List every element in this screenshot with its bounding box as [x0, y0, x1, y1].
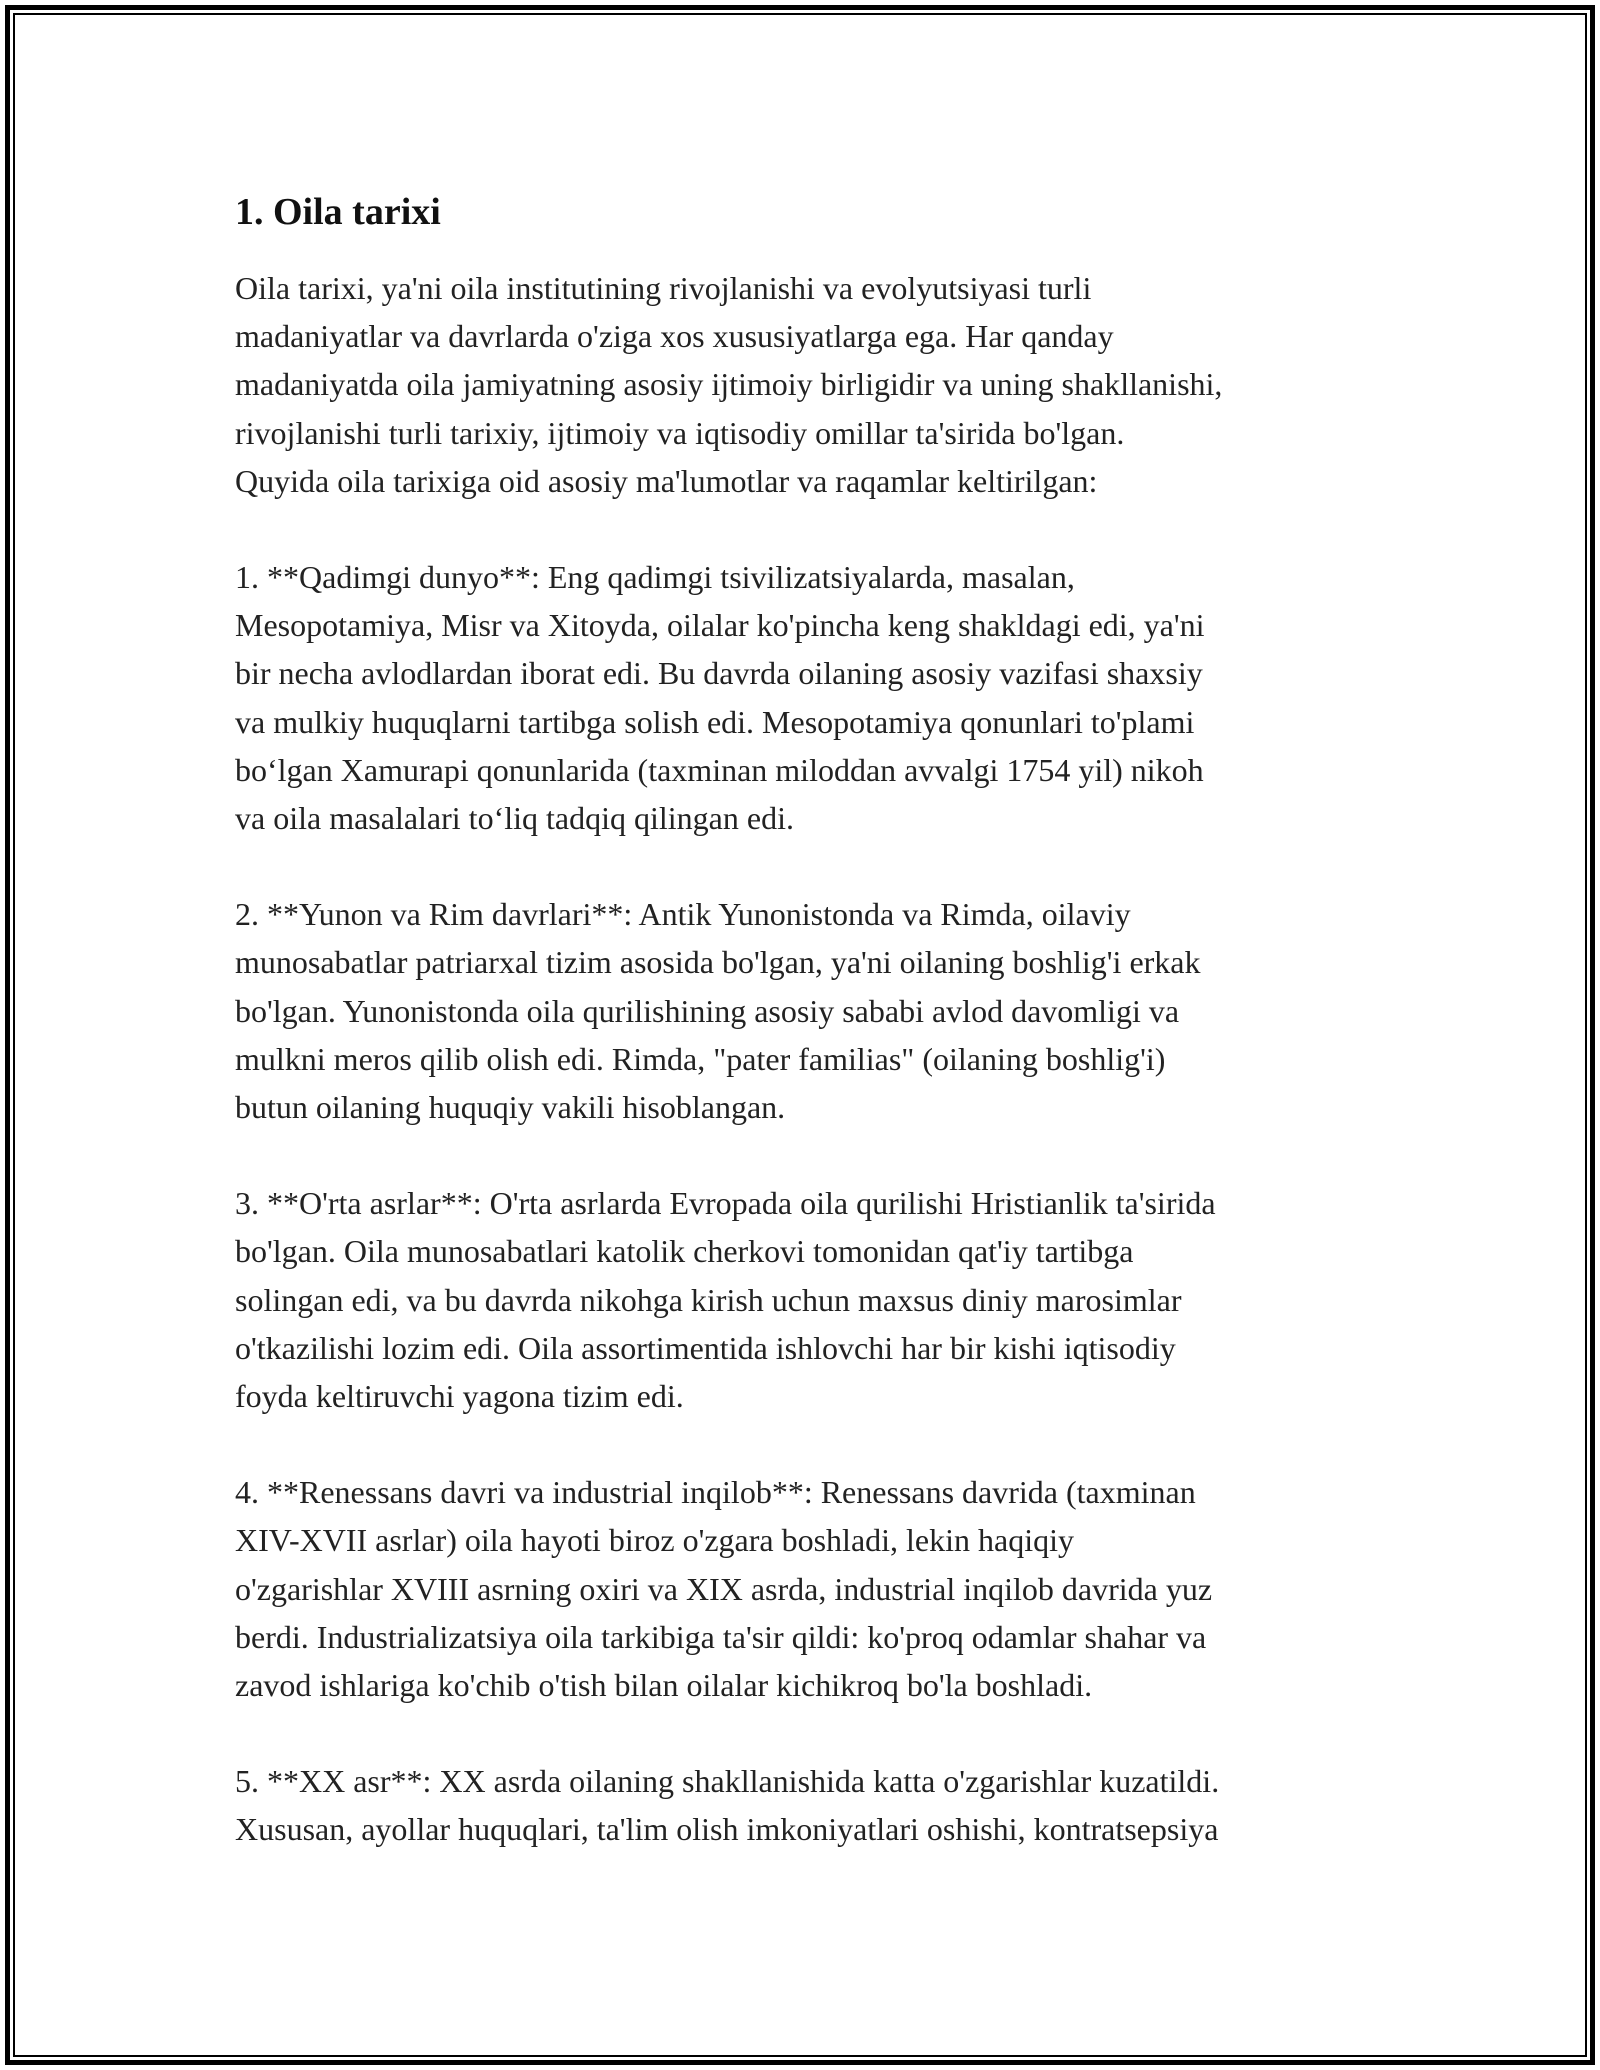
text-line: rivojlanishi turli tarixiy, ijtimoiy va iqtisodiy omillar ta'sirida bo'lgan. — [235, 414, 1125, 451]
text-line: o'zgarishlar XVIII asrning oxiri va XIX asrda, industrial inqilob davrida yuz — [235, 1570, 1213, 1607]
page-title: 1. Oila tarixi — [235, 191, 441, 233]
text-line: 3. **O'rta asrlar**: O'rta asrlarda Evropada oila qurilishi Hristianlik ta'sirida — [235, 1185, 1216, 1222]
text-line: zavod ishlariga ko'chib o'tish bilan oilalar kichikroq bo'la boshladi. — [235, 1667, 1093, 1704]
text-line: berdi. Industrializatsiya oila tarkibiga ta'sir qildi: ko'proq odamlar shahar va — [235, 1618, 1207, 1655]
text-line: solingan edi, va bu davrda nikohga kirish uchun maxsus diniy marosimlar — [235, 1281, 1182, 1318]
paragraph-intro — [235, 264, 1375, 505]
text-line: XIV-XVII asrlar) oila hayoti biroz o'zgara boshladi, lekin haqiqiy — [235, 1522, 1074, 1559]
text-line: foyda keltiruvchi yagona tizim edi. — [235, 1378, 684, 1415]
document-body — [235, 188, 1375, 1902]
text-line: bir necha avlodlardan iborat edi. Bu davrda oilaning asosiy vazifasi shaxsiy — [235, 655, 1203, 692]
paragraph-twentieth-century — [235, 1757, 1375, 1853]
text-line: madaniyatlar va davrlarda o'ziga xos xususiyatlarga ega. Har qanday — [235, 318, 1114, 355]
text-line: 1. **Qadimgi dunyo**: Eng qadimgi tsivilizatsiyalarda, masalan, — [235, 559, 1075, 596]
text-line: Mesopotamiya, Misr va Xitoyda, oilalar ko'pincha keng shakldagi edi, ya'ni — [235, 607, 1205, 644]
paragraph-ancient-world — [235, 553, 1375, 842]
text-line: madaniyatda oila jamiyatning asosiy ijtimoiy birligidir va uning shakllanishi, — [235, 366, 1223, 403]
text-line: Xususan, ayollar huquqlari, ta'lim olish imkoniyatlari oshishi, kontratsepsiya — [235, 1811, 1219, 1848]
text-line: 5. **XX asr**: XX asrda oilaning shakllanishida katta o'zgarishlar kuzatildi. — [235, 1763, 1220, 1800]
text-line: va mulkiy huquqlarni tartibga solish edi. Mesopotamiya qonunlari to'plami — [235, 703, 1195, 740]
paragraph-greek-roman — [235, 890, 1375, 1131]
text-line: 2. **Yunon va Rim davrlari**: Antik Yunonistonda va Rimda, oilaviy — [235, 896, 1131, 933]
text-line: munosabatlar patriarxal tizim asosida bo'lgan, ya'ni oilaning boshlig'i erkak — [235, 944, 1201, 981]
text-line: Oila tarixi, ya'ni oila institutining rivojlanishi va evolyutsiyasi turli — [235, 270, 1092, 306]
text-line: 4. **Renessans davri va industrial inqilob**: Renessans davrida (taxminan — [235, 1474, 1196, 1511]
text-line: Quyida oila tarixiga oid asosiy ma'lumotlar va raqamlar keltirilgan: — [235, 462, 1098, 499]
paragraph-middle-ages — [235, 1179, 1375, 1420]
text-line: mulkni meros qilib olish edi. Rimda, "pater familias" (oilaning boshlig'i) — [235, 1040, 1166, 1077]
paragraph-renaissance — [235, 1468, 1375, 1709]
text-line: va oila masalalari to‘liq tadqiq qilingan edi. — [235, 800, 794, 837]
text-line: bo'lgan. Yunonistonda oila qurilishining asosiy sababi avlod davomligi va — [235, 992, 1180, 1029]
text-line: bo‘lgan Xamurapi qonunlarida (taxminan miloddan avvalgi 1754 yil) nikoh — [235, 751, 1204, 788]
text-line: o'tkazilishi lozim edi. Oila assortimentida ishlovchi har bir kishi iqtisodiy — [235, 1329, 1176, 1366]
text-line: bo'lgan. Oila munosabatlari katolik cherkovi tomonidan qat'iy tartibga — [235, 1233, 1134, 1270]
text-line: butun oilaning huquqiy vakili hisoblangan. — [235, 1089, 786, 1126]
